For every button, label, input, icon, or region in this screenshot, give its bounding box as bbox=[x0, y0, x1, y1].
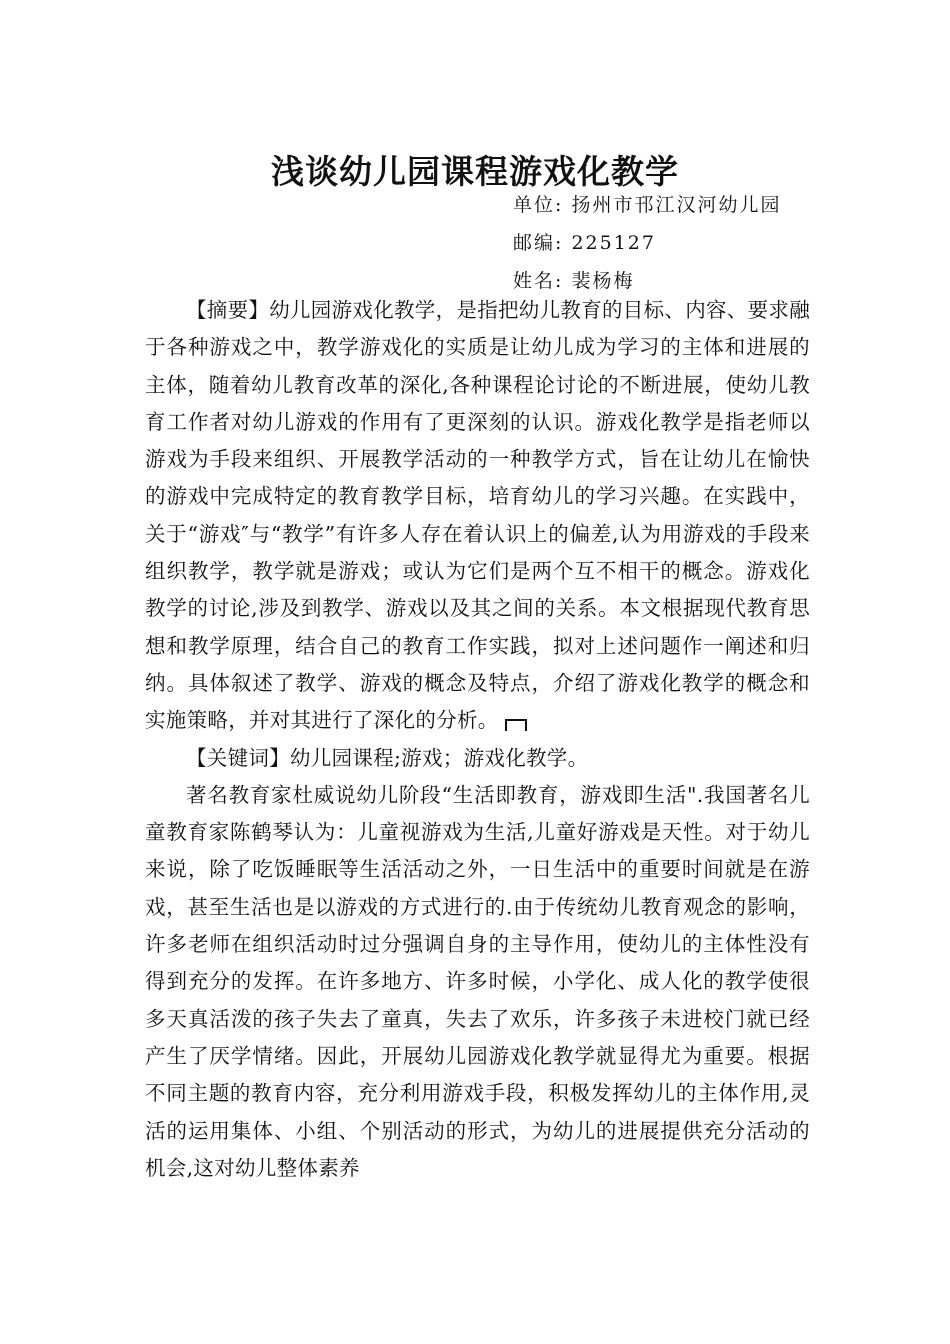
unit-row bbox=[513, 186, 833, 224]
document-body bbox=[145, 292, 810, 1187]
postcode-value: 225127 bbox=[571, 232, 656, 254]
author-info bbox=[513, 186, 833, 300]
abstract-text: 幼儿园游戏化教学，是指把幼儿教育的目标、内容、要求融于各种游戏之中，教学游戏化的实质是让幼儿成为学习的主体和进展的主体，随着幼儿教育改革的深化,各种课程论讨论的不断进展，使幼儿教育工作者对幼儿游戏的作用有了更深刻的认识。游戏化教学是指老师以游戏为手段来组织、开展教学活动的一种教学方式，旨在让幼儿在愉快的游戏中完成特定的教育教学目标，培育幼儿的学习兴趣。在实践中，关于“游戏″与“教学”有许多人存在着认识上的偏差,认为用游戏的手段来组织教学，教学就是游戏；或认为它们是两个互不相干的概念。游戏化教学的讨论,涉及到教学、游戏以及其之间的关系。本文根据现代教育思想和教学原理，结合自己的教育工作实践，拟对上述问题作一阐述和归纳。具体叙述了教学、游戏的概念及特点，介绍了游戏化教学的概念和实施策略，并对其进行了深化的分析。 bbox=[145, 298, 811, 733]
name-label: 姓名: bbox=[513, 270, 564, 292]
editing-mark-icon bbox=[505, 719, 527, 731]
keywords-paragraph bbox=[145, 740, 810, 777]
keywords-text: 幼儿园课程;游戏；游戏化教学。 bbox=[290, 745, 589, 770]
unit-label: 单位: bbox=[513, 194, 564, 216]
abstract-paragraph bbox=[145, 292, 810, 740]
unit-value: 扬州市邗江汉河幼儿园 bbox=[571, 194, 782, 216]
name-value: 裴杨梅 bbox=[571, 270, 635, 292]
body-paragraph: 著名教育家杜威说幼儿阶段“生活即教育，游戏即生活".我国著名儿童教育家陈鹤琴认为：儿童视游戏为生活,儿童好游戏是天性。对于幼儿来说，除了吃饭睡眠等生活活动之外，一日生活中的重要时间就是在游戏，甚至生活也是以游戏的方式进行的.由于传统幼儿教育观念的影响，许多老师在组织活动时过分强调自身的主导作用，使幼儿的主体性没有得到充分的发挥。在许多地方、许多时候，小学化、成人化的教学使很多天真活泼的孩子失去了童真，失去了欢乐，许多孩子未进校门就已经产生了厌学情绪。因此，开展幼儿园游戏化教学就显得尤为重要。根据不同主题的教育内容，充分利用游戏手段，积极发挥幼儿的主体作用,灵活的运用集体、小组、个别活动的形式，为幼儿的进展提供充分活动的机会,这对幼儿整体素养 bbox=[145, 782, 810, 1180]
document-title: 浅谈幼儿园课程游戏化教学 bbox=[271, 152, 679, 192]
postcode-label: 邮编: bbox=[513, 232, 564, 254]
postcode-row bbox=[513, 224, 833, 262]
keywords-tag: 【关键词】 bbox=[186, 745, 290, 770]
abstract-tag: 【摘要】 bbox=[186, 298, 270, 322]
